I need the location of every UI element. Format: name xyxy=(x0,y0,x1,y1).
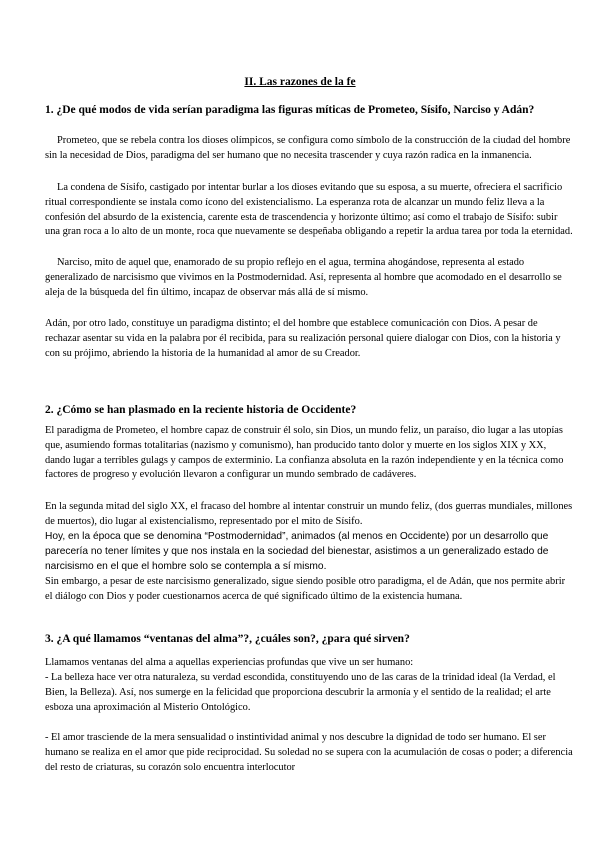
page-title: II. Las razones de la fe xyxy=(244,76,356,88)
section2-paragraph-prometeo: El paradigma de Prometeo, el hombre capaz de construir él solo, sin Dios, un mundo feliz, un paraíso, dio lugar a las utopías que, asumiendo formas totalitarias (nazismo y comunismo), han producido tanto dolor y muerte en los siglos XIX y XX, dando lugar a terribles gulags y campos de exterminio. La confianza absoluta en la razón independiente y en la técnica como factores de progreso y evolución llevaron a configurar un mundo sembrado de cadáveres. xyxy=(45,425,564,481)
section3-paragraph-intro: Llamamos ventanas del alma a aquellas experiencias profundas que vive un ser humano: xyxy=(45,657,414,668)
section1-paragraph-narciso: Narciso, mito de aquel que, enamorado de su propio reflejo en el agua, termina ahogándose, representa al estado generalizado de narcisismo que vivimos en la Postmodernidad. Así, representa al hombre que acomodado en el desarrollo se aleja de la búsqueda del fin último, incapaz de observar más allá de sí mismo. xyxy=(45,257,562,298)
section2-paragraph-adan: Sin embargo, a pesar de este narcisismo generalizado, sigue siendo posible otro paradigma, el de Adán, que nos permite abrir el diálogo con Dios y poder cuestionarnos acerca de qué significado último de la existencia humana. xyxy=(45,576,566,602)
section3-heading: 3. ¿A qué llamamos “ventanas del alma”?, ¿cuáles son?, ¿para qué sirven? xyxy=(45,633,410,645)
section1-paragraph-prometeo: Prometeo, que se rebela contra los dioses olímpicos, se configura como símbolo de la construcción de la ciudad del hombre sin la necesidad de Dios, paradigma del ser humano que no necesita trascender y cuya razón radica en la inmanencia. xyxy=(45,135,571,161)
section2-heading: 2. ¿Cómo se han plasmado en la reciente historia de Occidente? xyxy=(45,404,357,416)
section1-paragraph-sisifo: La condena de Sísifo, castigado por intentar burlar a los dioses evitando que su esposa, a su muerte, ofreciera el sacrificio ritual correspondiente se instala como ícono del existencialismo. La esperanza rota de alcanzar un mundo feliz lleva a la confesión del absurdo de la existencia, carente esta de trascendencia y horizonte último; así como el trabajo de Sísifo: subir una gran roca a lo alto de un monte, roca que nuevamente se despeñaba obligando a repetir la ardua tarea por toda la eternidad. xyxy=(45,182,573,238)
section1-paragraph-adan: Adán, por otro lado, constituye un paradigma distinto; el del hombre que establece comunicación con Dios. A pesar de rechazar asentar su vida en la palabra por él recibida, para su realización personal quiere dialogar con Dios, con la historia y con su prójimo, abriendo la historia de la humanidad al amor de su Creador. xyxy=(45,318,561,359)
section2-paragraph-postmodernidad: Hoy, en la época que se denomina “Postmodernidad”, animados (al menos en Occidente) por un desarrollo que parecería no tener límites y que nos instala en la sociedad del bienestar, asistimos a un generalizado estado de narcisismo en el que el hombre solo se contempla a sí mismo. xyxy=(45,531,549,572)
section3-list-item-belleza: - La belleza hace ver otra naturaleza, su verdad escondida, constituyendo uno de las caras de la trinidad ideal (la Verdad, el Bien, la Belleza). Así, nos sumerge en la felicidad que proporciona descubrir la armonía y el sentido de la realidad; el arte esboza una aproximación al Misterio Ontológico. xyxy=(45,672,556,713)
section1-heading: 1. ¿De qué modos de vida serían paradigma las figuras míticas de Prometeo, Sísifo, Narciso y Adán? xyxy=(45,104,535,116)
section3-list-item-amor: - El amor trasciende de la mera sensualidad o instintividad animal y nos descubre la dignidad de todo ser humano. El ser humano se realiza en el amor que pide reciprocidad. Su soledad no se supera con la acumulación de cosas o poder; a diferencia del resto de criaturas, su corazón solo encuentra interlocutor xyxy=(45,732,573,773)
section2-paragraph-sisifo: En la segunda mitad del siglo XX, el fracaso del hombre al intentar construir un mundo feliz, (dos guerras mundiales, millones de muertos), dio lugar al existencialismo, representado por el mito de Sísifo. xyxy=(45,501,573,527)
